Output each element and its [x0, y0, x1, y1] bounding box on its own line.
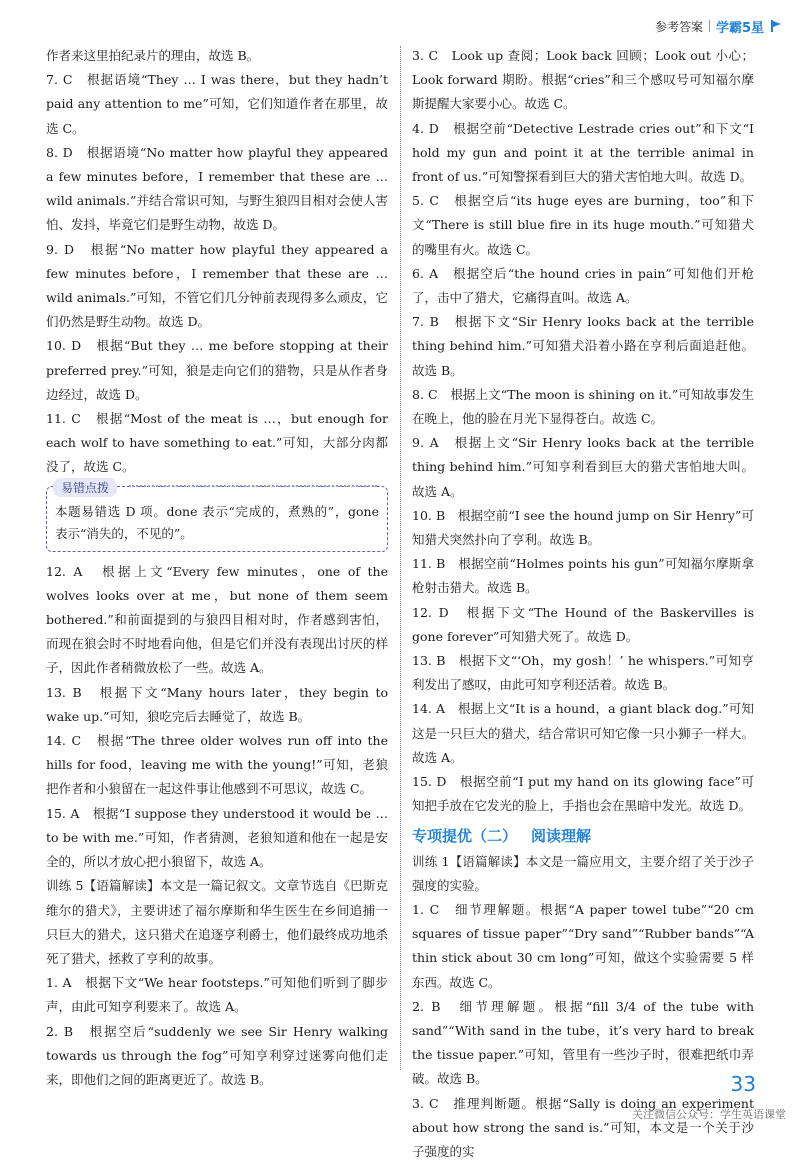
left-paragraph: 11. C 根据“Most of the meat is …，but enough for each wolf to have something to eat.”可知，大部分肉都没了，故选 C。	[46, 411, 388, 475]
left-paragraph: 2. B 根据空后“suddenly we see Sir Henry walking towards us through the fog”可知亨利穿过迷雾向他们走来，即他们之间的距离更近了。故选 B。	[46, 1023, 388, 1087]
error-tip-tag: 易错点拨	[53, 478, 117, 497]
right-paragraph: 11. B 根据空前“Holmes points his gun”可知福尔摩斯拿枪射击猎犬。故选 B。	[412, 556, 754, 596]
brand-flag-icon	[770, 19, 782, 33]
section-heading	[412, 825, 754, 846]
column-divider	[400, 46, 401, 1070]
right-paragraph: 5. C 根据空后“its huge eyes are burning，too”和下文“There is still blue fire in its huge mouth.”可知猎犬的嘴里有火。故选 C。	[412, 193, 754, 257]
right-column	[412, 44, 754, 1164]
right-paragraph: 1. C 细节理解题。根据“A paper towel tube”“20 cm squares of tissue paper”“Dry sand”“Rubber bands”“A thin stick about 30 cm long”可知，做这个实验需要 5 样东西。故选 C。	[412, 901, 754, 990]
left-paragraph: 14. C 根据“The three older wolves run off into the hills for food，leaving me with the young!”可知，老狼把作者和小狼留在一起这件事让他感到不可思议，故选 C。	[46, 733, 388, 797]
right-paragraph: 8. C 根据上文“The moon is shining on it.”可知故事发生在晚上，他的脸在月光下显得苍白。故选 C。	[412, 386, 754, 427]
right-paragraph: 2. B 细节理解题。根据“fill 3/4 of the tube with sand”“With sand in the tube，it’s very hard to break the tissue paper.”可知，管里有一些沙子时，很难把纸巾弄破。故选 B。	[412, 998, 754, 1087]
page-number: 33	[730, 1072, 756, 1096]
error-tip-text: 本题易错选 D 项。done 表示“完成的，煮熟的”，gone 表示“消失的，不见的”。	[55, 503, 379, 541]
left-paragraph: 9. D 根据“No matter how playful they appeared a few minutes before，I remember that these are … wild animals.”可知，不管它们几分钟前表现得多么顽皮，它们仍然是野生动物。故选 D。	[46, 241, 388, 330]
tip-dotted-rule	[129, 485, 377, 487]
left-paragraph: 7. C 根据语境“They … I was there，but they hadn’t paid any attention to me”可知，它们知道作者在那里，故选 C。	[46, 72, 388, 136]
right-paragraph: 3. C Look up 查阅；Look back 回顾；Look out 小心；Look forward 期盼。根据“cries”和三个感叹号可知福尔摩斯提醒大家要小心。故选 C。	[412, 48, 754, 112]
right-paragraph: 13. B 根据下文“‘Oh，my gosh！’ he whispers.”可知亨利发出了感叹，由此可知亨利还活着。故选 B。	[412, 653, 754, 693]
section-title: 专项提优（二）	[412, 826, 518, 845]
right-paragraph: 14. A 根据上文“It is a hound，a giant black dog.”可知这是一只巨大的猎犬，结合常识可知它像一只小狮子一样大。故选 A。	[412, 701, 754, 765]
right-paragraph: 4. D 根据空前“Detective Lestrade cries out”和下文“I hold my gun and point it at the terrible animal in front of us.”可知警探看到巨大的猎犬害怕地大叫。故选 D。	[412, 120, 754, 185]
header-label: 参考答案	[654, 19, 703, 34]
brand-name: 学霸5星	[715, 20, 764, 36]
left-paragraph: 8. D 根据语境“No matter how playful they appeared a few minutes before，I remember that these are … wild animals.”并结合常识可知，与野生狼四目相对会使人害怕、发抖，毕竟它们是野生动物，故选 D。	[46, 144, 388, 233]
left-paragraph: 13. B 根据下文“Many hours later，they begin to wake up.”可知，狼吃完后去睡觉了，故选 B。	[46, 684, 388, 724]
passage-summary: 训练 1【语篇解读】本文是一篇应用文，主要介绍了关于沙子强度的实验。	[412, 853, 754, 893]
page-header	[655, 14, 782, 38]
right-paragraph: 10. B 根据空前“I see the hound jump on Sir Henry”可知猎犬突然扑向了亨利。故选 B。	[412, 507, 754, 548]
right-paragraph: 12. D 根据下文“The Hound of the Baskervilles is gone forever”可知猎犬死了。故选 D。	[412, 604, 754, 644]
left-column	[46, 44, 388, 1092]
left-paragraph: 15. A 根据“I suppose they understood it would be … to be with me.”可知，作者猜测，老狼知道和他在一起是安全的，所以才放心把小狼留下，故选 A。	[46, 805, 388, 870]
right-paragraph: 9. A 根据上文“Sir Henry looks back at the terrible thing behind him.”可知亨利看到巨大的猎犬害怕地大叫。故选 A。	[412, 435, 754, 499]
section-subtitle: 阅读理解	[531, 826, 592, 845]
left-paragraph: 12. A 根据上文“Every few minutes，one of the wolves looks over at me，but none of them seem bothered.”和前面提到的与狼四目相对时，作者感到害怕，而现在狼会时不时地看向他，但是它们并没有表现出讨厌的样子，因此作者稍微放松了一些。故选 A。	[46, 563, 388, 676]
passage-summary: 训练 5【语篇解读】本文是一篇记叙文。文章节选自《巴斯克维尔的猎犬》，主要讲述了福尔摩斯和华生医生在乡间追捕一只巨大的猎犬，这只猎犬在追逐亨利爵士，他们最终成功地杀死了猎犬，拯救了亨利的故事。	[46, 878, 388, 966]
footnote: 关注微信公众号：学生英语课堂	[632, 1108, 786, 1121]
right-paragraph: 15. D 根据空前“I put my hand on its glowing face”可知把手放在它发光的脸上，手指也会在黑暗中发光。故选 D。	[412, 774, 754, 814]
error-tip-box	[46, 480, 388, 552]
right-paragraph: 3. C 推理判断题。根据“Sally is doing an experiment about how strong the sand is.”可知，本文是一个关于沙子强度的实	[412, 1095, 754, 1159]
right-paragraph: 7. B 根据下文“Sir Henry looks back at the terrible thing behind him.”可知猎犬沿着小路在亨利后面追赶他。故选 B。	[412, 314, 754, 378]
left-paragraph: 1. A 根据下文“We hear footsteps.”可知他们听到了脚步声，由此可知亨利要来了。故选 A。	[46, 975, 388, 1015]
right-paragraph: 6. A 根据空后“the hound cries in pain”可知他们开枪了，击中了猎犬，它痛得直叫。故选 A。	[412, 265, 754, 306]
left-paragraph: 10. D 根据“But they … me before stopping at their preferred prey.”可知，狼是走向它们的猎物，只是从作者身边经过，故选 D。	[46, 338, 388, 402]
left-paragraph: 作者来这里拍纪录片的理由，故选 B。	[46, 48, 260, 63]
header-separator	[709, 20, 710, 32]
